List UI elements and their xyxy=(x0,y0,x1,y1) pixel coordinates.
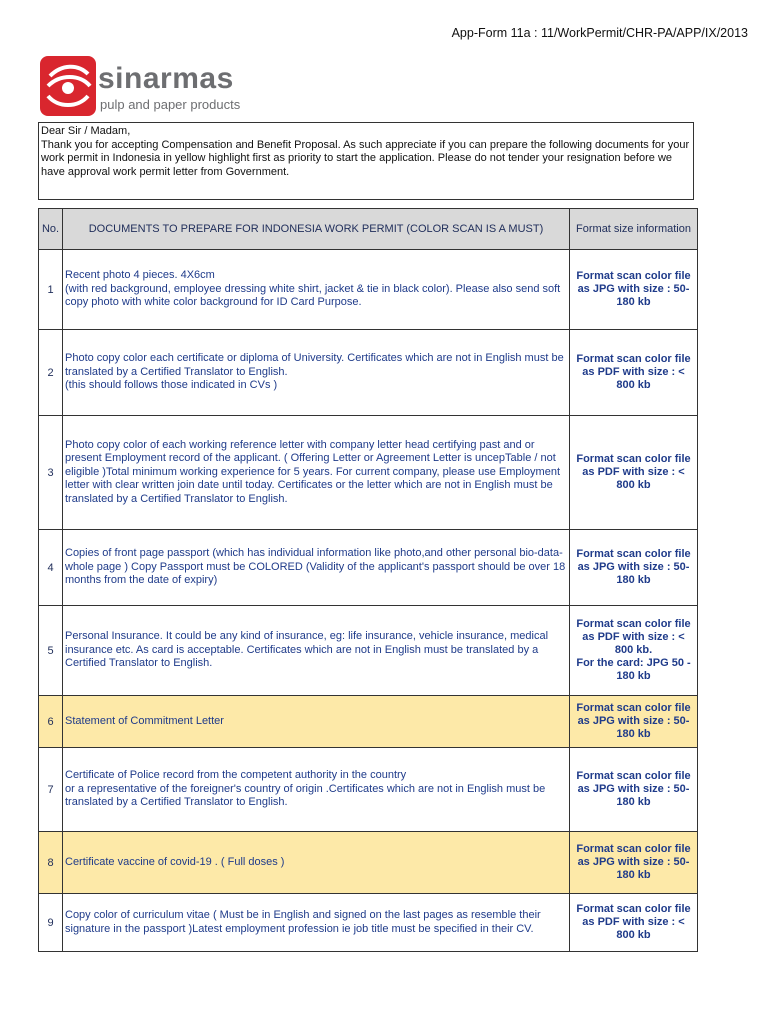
row-description: Recent photo 4 pieces. 4X6cm (with red background, employee dressing white shirt, jacket & tie in black color). Please also send soft copy photo with white color background for ID Card Purpose. xyxy=(63,250,570,330)
row-description: Photo copy color of each working reference letter with company letter head certifying past and or present Employment record of the applicant. ( Offering Letter or Agreement Letter is uncepTable / not eligible )Total minimum working experience for 5 years. For current company, please use Employment letter with clear written join date until today. Certificates or the letter which are not in English must be translated by a Certified Translator to English. xyxy=(63,416,570,530)
header-documents: DOCUMENTS TO PREPARE FOR INDONESIA WORK PERMIT (COLOR SCAN IS A MUST) xyxy=(63,209,570,250)
row-description: Copy color of curriculum vitae ( Must be in English and signed on the last pages as resemble their signature in the passport )Latest employment profession ie job title must be specified in their CV. xyxy=(63,894,570,952)
row-number: 4 xyxy=(39,530,63,606)
header-format: Format size information xyxy=(570,209,698,250)
row-format: Format scan color file as PDF with size : < 800 kb. For the card: JPG 50 - 180 kb xyxy=(570,606,698,696)
row-number: 8 xyxy=(39,832,63,894)
row-number: 1 xyxy=(39,250,63,330)
row-number: 5 xyxy=(39,606,63,696)
logo-tagline: pulp and paper products xyxy=(100,97,241,112)
row-number: 6 xyxy=(39,696,63,748)
row-number: 3 xyxy=(39,416,63,530)
intro-box xyxy=(38,122,694,200)
table-header-row xyxy=(39,209,698,250)
table-row xyxy=(39,894,698,952)
table-row xyxy=(39,696,698,748)
row-description: Photo copy color each certificate or diploma of University. Certificates which are not in English must be translated by a Certified Translator to English. (this should follows those indicated in CVs ) xyxy=(63,330,570,416)
row-format: Format scan color file as PDF with size : < 800 kb xyxy=(570,330,698,416)
row-description: Personal Insurance. It could be any kind of insurance, eg: life insurance, vehicle insurance, medical insurance etc. As card is acceptable. Certificates which are not in English must be translated by a Certified Translator to English. xyxy=(63,606,570,696)
row-format: Format scan color file as PDF with size : < 800 kb xyxy=(570,894,698,952)
row-format: Format scan color file as JPG with size : 50-180 kb xyxy=(570,832,698,894)
row-description: Certificate of Police record from the competent authority in the country or a representative of the foreigner's country of origin .Certificates which are not in English must be translated by a Certified Translator to English. xyxy=(63,748,570,832)
row-format: Format scan color file as JPG with size : 50-180 kb xyxy=(570,748,698,832)
table-row xyxy=(39,330,698,416)
row-format: Format scan color file as JPG with size : 50-180 kb xyxy=(570,250,698,330)
row-description: Statement of Commitment Letter xyxy=(63,696,570,748)
row-format: Format scan color file as PDF with size : < 800 kb xyxy=(570,416,698,530)
table-row xyxy=(39,748,698,832)
form-code: App-Form 11a : 11/WorkPermit/CHR-PA/APP/IX/2013 xyxy=(451,26,748,40)
table-row xyxy=(39,530,698,606)
intro-body: Thank you for accepting Compensation and Benefit Proposal. As such appreciate if you can prepare the following documents for your work permit in Indonesia in yellow highlight first as priority to start the application. Please do not tender your resignation before we have approval work permit letter from Government. xyxy=(41,138,690,178)
row-format: Format scan color file as JPG with size : 50-180 kb xyxy=(570,530,698,606)
table-row xyxy=(39,250,698,330)
logo-name: sinarmas xyxy=(98,62,234,95)
header-no: No. xyxy=(39,209,63,250)
row-number: 7 xyxy=(39,748,63,832)
row-format: Format scan color file as JPG with size : 50-180 kb xyxy=(570,696,698,748)
row-number: 2 xyxy=(39,330,63,416)
row-description: Certificate vaccine of covid-19 . ( Full doses ) xyxy=(63,832,570,894)
intro-salutation: Dear Sir / Madam, xyxy=(41,125,131,137)
table-row xyxy=(39,416,698,530)
table-row xyxy=(39,832,698,894)
row-number: 9 xyxy=(39,894,63,952)
documents-table xyxy=(38,208,698,952)
row-description: Copies of front page passport (which has individual information like photo,and other personal bio-data-whole page ) Copy Passport must be COLORED (Validity of the applicant's passport should be over 18 months from the date of expiry) xyxy=(63,530,570,606)
table-row xyxy=(39,606,698,696)
